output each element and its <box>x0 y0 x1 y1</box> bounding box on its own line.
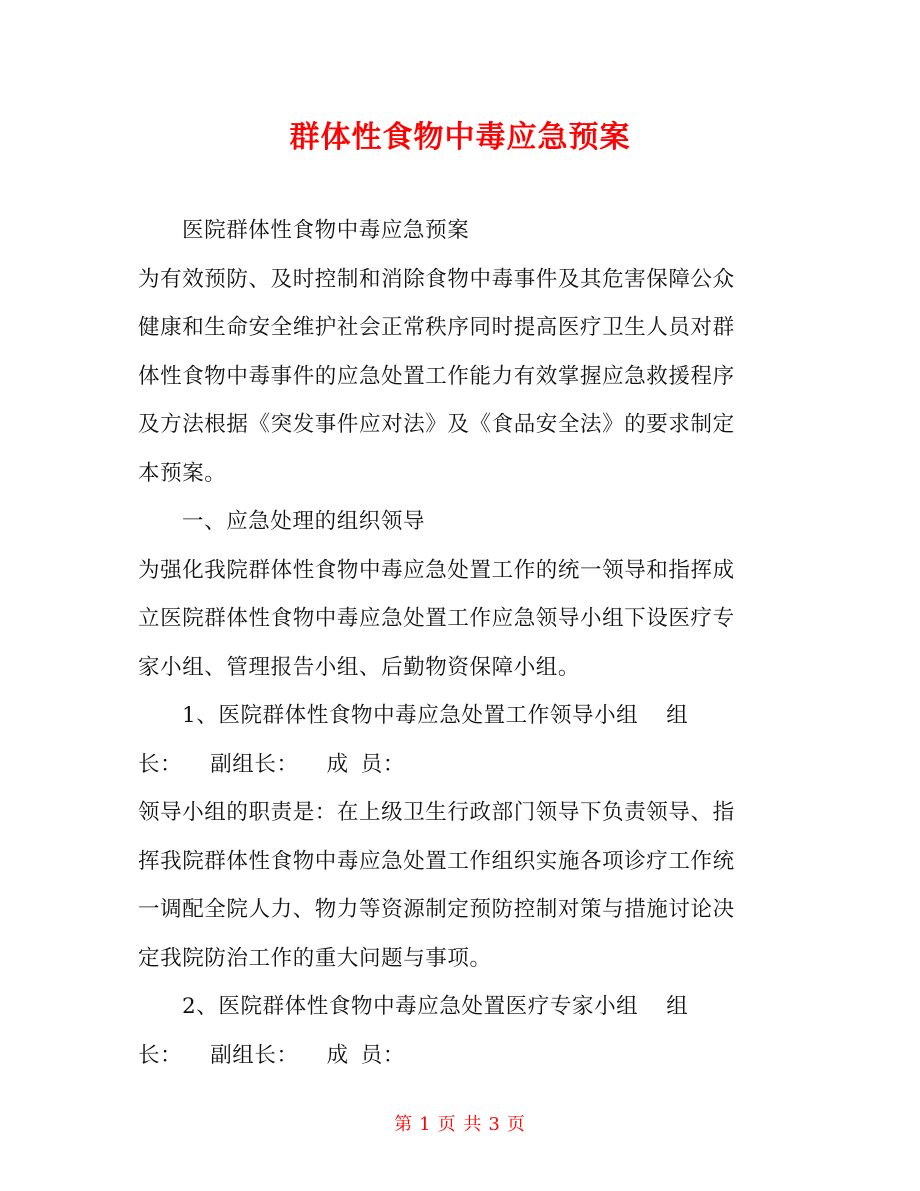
role-leader-part: 长： <box>138 751 183 777</box>
page-footer <box>0 1113 920 1137</box>
page-number-prefix: 第 <box>394 1114 414 1135</box>
role-member-part: 成 <box>326 751 349 777</box>
roles-line <box>138 1032 786 1081</box>
role-member-part: 成 <box>326 1042 349 1068</box>
roles-line <box>138 741 786 790</box>
paragraph-line: 体性食物中毒事件的应急处置工作能力有效掌握应急救援程序 <box>138 363 735 389</box>
subsection-title: 1、医院群体性食物中毒应急处置工作领导小组 <box>182 703 639 728</box>
page-number-total: 3 <box>488 1114 501 1135</box>
page-title: 群体性食物中毒应急预案 <box>289 120 631 155</box>
paragraph-line: 为有效预防、及时控制和消除食物中毒事件及其危害保障公众 <box>138 266 735 292</box>
role-deputy: 副组长： <box>210 751 299 777</box>
role-member-part: 员： <box>360 1042 405 1068</box>
paragraph-line: 健康和生命安全维护社会正常秩序同时提高医疗卫生人员对群 <box>138 315 735 340</box>
paragraph-line: 挥我院群体性食物中毒应急处置工作组织实施各项诊疗工作统 <box>138 848 735 874</box>
role-leader-part: 组 <box>666 703 689 728</box>
paragraph-line: 定我院防治工作的重大问题与事项。 <box>138 945 492 971</box>
role-leader-part: 长： <box>138 1042 183 1068</box>
paragraph-line: 一调配全院人力、物力等资源制定预防控制对策与措施讨论决 <box>138 897 735 922</box>
paragraph-line: 为强化我院群体性食物中毒应急处置工作的统一领导和指挥成 <box>138 557 735 583</box>
section-heading: 一、应急处理的组织领导 <box>182 509 426 534</box>
subsection-heading <box>138 983 786 1032</box>
doc-subtitle: 医院群体性食物中毒应急预案 <box>182 218 470 243</box>
role-leader-part: 组 <box>666 994 689 1019</box>
subsection-title: 2、医院群体性食物中毒应急处置医疗专家小组 <box>182 994 639 1019</box>
paragraph-line: 立医院群体性食物中毒应急处置工作应急领导小组下设医疗专 <box>138 606 735 631</box>
paragraph-line: 领导小组的职责是：在上级卫生行政部门领导下负责领导、指 <box>138 800 735 825</box>
paragraph-line: 及方法根据《突发事件应对法》及《食品安全法》的要求制定 <box>138 412 735 437</box>
page-number-suffix: 页 <box>506 1114 526 1135</box>
role-deputy: 副组长： <box>210 1042 299 1068</box>
subsection-heading <box>138 692 786 741</box>
document-body <box>138 207 786 1080</box>
page-number-current: 1 <box>419 1114 432 1135</box>
paragraph-line: 本预案。 <box>138 460 227 486</box>
page-number-middle: 页 共 <box>437 1114 483 1135</box>
paragraph-line: 家小组、管理报告小组、后勤物资保障小组。 <box>138 654 581 680</box>
role-member-part: 员： <box>360 751 405 777</box>
